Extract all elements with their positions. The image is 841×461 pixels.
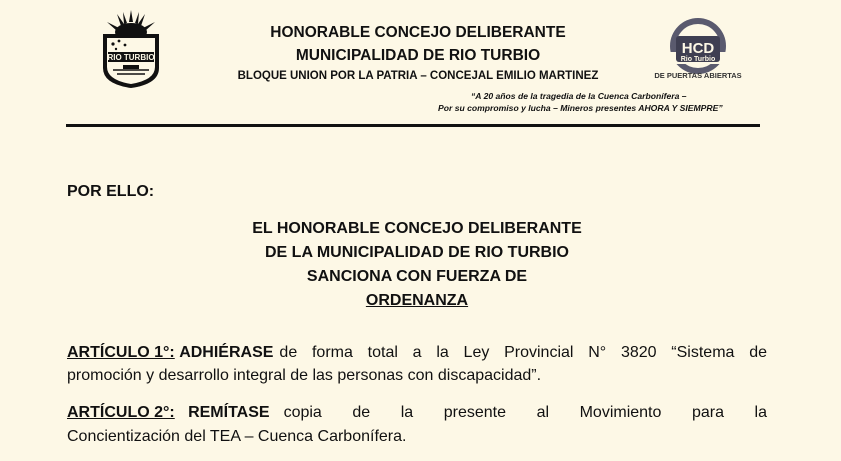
ordenanza-word: ORDENANZA [365,292,469,309]
header-council-name: HONORABLE CONCEJO DELIBERANTE [270,24,566,41]
header-municipality: MUNICIPALIDAD DE RIO TURBIO [295,47,541,64]
hcd-logo-tagline: DE PUERTAS ABIERTAS [654,71,742,80]
hcd-logo-icon [652,16,744,84]
left-logo-text: RIO TURBIO [107,53,155,62]
header-quote-line-1: “A 20 años de la tragedia de la Cuenca Carbonífera – [471,91,687,101]
article-1-label: ARTÍCULO 1°: [67,344,175,361]
article-2-line-1 [67,401,767,425]
article-2-text-1: copia de la presente al Movimiento para la [283,404,767,421]
sanciona-line-1: EL HONORABLE CONCEJO DELIBERANTE [252,220,582,237]
article-2-verb: REMÍTASE [188,404,270,421]
article-1-line-1 [67,341,767,365]
article-1-text-2: promoción y desarrollo integral de las personas con discapacidad”. [67,367,542,384]
header-quote-line-2: Por su compromiso y lucha – Mineros presentes AHORA Y SIEMPRE” [438,103,723,113]
article-2-label: ARTÍCULO 2°: [67,404,175,421]
hcd-logo-sub: Rio Turbio [680,56,716,63]
article-1-verb: ADHIÉRASE [179,344,274,361]
article-2-text-2: Concientización del TEA – Cuenca Carbonífera. [67,428,407,445]
rio-turbio-coat-of-arms-icon [99,10,163,88]
header-divider [66,124,760,127]
sanciona-line-2: DE LA MUNICIPALIDAD DE RIO TURBIO [265,244,569,261]
sanciona-line-3: SANCIONA CON FUERZA DE [306,268,528,285]
hcd-logo-main: HCD [681,40,715,57]
por-ello-heading: POR ELLO: [67,183,155,200]
ordenanza-title [67,292,767,310]
article-1-text-1: de forma total a la Ley Provincial N° 3820 “Sistema de [279,344,767,361]
header-bloc: BLOQUE UNION POR LA PATRIA – CONCEJAL EMILIO MARTINEZ [237,70,599,82]
